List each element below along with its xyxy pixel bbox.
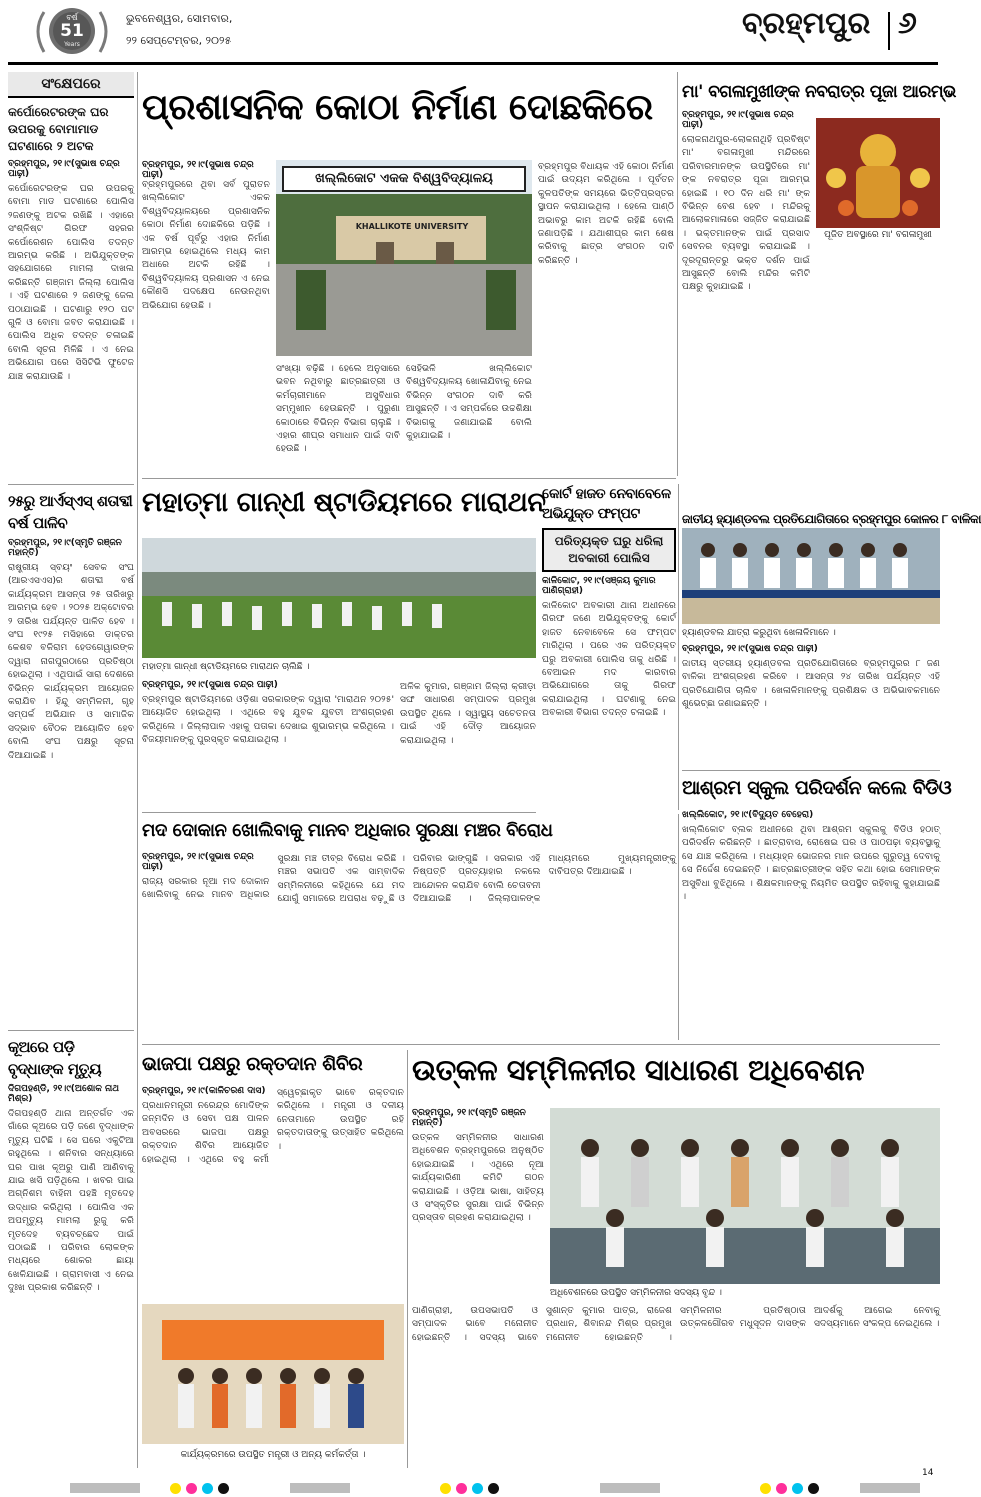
brief-2-headline: ୨୫ରୁ ଆର୍ଏସ୍ଏସ୍ ଶତାବ୍ଦୀ ବର୍ଷ ପାଳିବ — [8, 492, 133, 532]
handball-photo — [682, 528, 940, 624]
page-number: ୬ — [898, 6, 917, 41]
goddess-text — [682, 110, 810, 478]
column-divider-ashram — [678, 814, 679, 1040]
brief-story-1 — [8, 104, 134, 480]
handball-dateline: ବ୍ରହ୍ମପୁର, ୨୧।୯(ସୁଭାଷ ଚନ୍ଦ୍ର ପାଢ଼ୀ) — [682, 644, 818, 654]
marathon-headline: ମହାତ୍ମା ଗାନ୍ଧୀ ଷ୍ଟାଡିୟମରେ ମାରାଥନ — [142, 487, 546, 518]
university-banner: ଖଲ୍ଲିକୋଟ ଏକକ ବିଶ୍ୱବିଦ୍ୟାଳୟ — [282, 166, 526, 192]
marathon-bottom-rule — [142, 812, 536, 813]
blood-caption: କାର୍ଯ୍ୟକ୍ରମରେ ଉପସ୍ଥିତ ମନ୍ତ୍ରୀ ଓ ଅନ୍ୟ କର୍ମକର୍ତ୍ତା । — [180, 1450, 366, 1460]
column-divider-court — [678, 484, 679, 810]
deity-icon — [816, 118, 940, 228]
university-sign: KHALLIKOTE UNIVERSITY — [355, 222, 469, 231]
liquor-dateline: ବ୍ରହ୍ମପୁର, ୨୧।୯(ସୁଭାଷ ଚନ୍ଦ୍ର ପାଢ଼ୀ) — [142, 852, 254, 872]
reg-dot-black — [218, 1483, 229, 1494]
blood-body: ପ୍ରଧାନମନ୍ତ୍ରୀ ନରେନ୍ଦ୍ର ମୋଦିଙ୍କ ଜନ୍ମଦିନ ଓ ସେବା ପକ୍ଷ ପାଳନ ଅବସରରେ ଭାଜପା ପକ୍ଷରୁ ରକ୍ତଦାନ ଶିବିର ଆୟୋଜିତ ହୋଇଥିଲା । ଏଥିରେ ବହୁ କର୍ମୀ ସ୍ୱେଚ୍ଛାକୃତ ଭାବେ ରକ୍ତଦାନ କରିଥିଲେ । ମନ୍ତ୍ରୀ ଓ ଦଳୀୟ ନେତାମାନେ ଉପସ୍ଥିତ ରହି ରକ୍ତଦାତାଙ୍କୁ ଉତ୍ସାହିତ କରିଥିଲେ । — [142, 1087, 404, 1165]
gray-bar — [860, 1483, 920, 1493]
ashram-headline: ଆଶ୍ରମ ସ୍କୁଲ ପରିଦର୍ଶନ କଲେ ବିଡିଓ — [682, 777, 952, 799]
place-day: ଭୁବନେଶ୍ୱର, ସୋମବାର, — [126, 12, 233, 25]
university-photo — [276, 160, 532, 356]
brief-2-dateline: ବ୍ରହ୍ମପୁର, ୨୧।୯(ସ୍ମୃତି ରଞ୍ଜନ ମହାନ୍ତି) — [8, 538, 122, 558]
handball-headline: ଜାତୀୟ ହ୍ୟାଣ୍ଡବଲ ପ୍ରତିଯୋଗିତାରେ ବ୍ରହ୍ମପୁର କୋଳର ୮ ବାଳିକା — [682, 512, 981, 526]
blood-text — [142, 1086, 404, 1296]
ashram-body: ଖଲ୍ଲିକୋଟ ବ୍ଲକ ଅଧୀନରେ ଥିବା ଆଶ୍ରମ ସ୍କୁଲକୁ ବିଡିଓ ହଠାତ୍ ପରିଦର୍ଶନ କରିଛନ୍ତି । ଛାତ୍ରାବାସ, ରୋଷେଇ ଘର ଓ ପାଠପଢ଼ା ବ୍ୟବସ୍ଥାକୁ ସେ ଯାଞ୍ଚ କରିଥିଲେ । ମଧ୍ୟାହ୍ନ ଭୋଜନର ମାନ ଉପରେ ଗୁରୁତ୍ୱ ଦେବାକୁ ସେ ନିର୍ଦ୍ଦେଶ ଦେଇଛନ୍ତି । ଛାତ୍ରଛାତ୍ରୀଙ୍କ ସହିତ କଥା ହୋଇ ସେମାନଙ୍କ ଅସୁବିଧା ବୁଝିଥିଲେ । ଶିକ୍ଷକମାନଙ୍କୁ ନିୟମିତ ଉପସ୍ଥିତ ରହିବାକୁ କୁହାଯାଇଛି । — [682, 824, 940, 903]
lead-body-far: ବ୍ରହ୍ମପୁର ବିଧାୟକ ଏହି କୋଠା ନିର୍ମାଣ ପାଇଁ ଉଦ୍ୟମ କରିଥିଲେ । ପୂର୍ବତନ କୁଳପତିଙ୍କ ସମୟରେ ଭିତ୍ତିପ୍ରସ୍ତର ସ୍ଥାପନ କରାଯାଇଥିଲା । ହେଲେ ପାଣ୍ଠି ଅଭାବରୁ କାମ ଅଟକି ରହିଛି ବୋଲି ଜଣାପଡ଼ିଛି । ଯଥାଶୀଘ୍ର କାମ ଶେଷ କରିବାକୁ ଛାତ୍ର ସଂଗଠନ ଦାବି କରିଛନ୍ତି । — [538, 161, 674, 266]
blood-photo — [142, 1304, 404, 1444]
utkal-caption: ଅଧିବେଶନରେ ଉପସ୍ଥିତ ସମ୍ମିଳନୀର ସଦସ୍ୟ ବୃନ୍ଦ । — [550, 1288, 722, 1298]
brief-2-body: ରାଷ୍ଟ୍ରୀୟ ସ୍ବୟଂ ସେବକ ସଂଘ (ଆରଏସଏସ)ର ଶତାବ୍ଦୀ ବର୍ଷ କାର୍ଯ୍ୟକ୍ରମ ଆସନ୍ତା ୨୫ ତାରିଖରୁ ଆରମ୍ଭ ହେବ । ୨୦୨୫ ଅକ୍ଟୋବର ୨ ତାରିଖ ପର୍ଯ୍ୟନ୍ତ ପାଳିତ ହେବ । ସଂଘ ୧୯୨୫ ମସିହାରେ ଡାକ୍ତର କେଶବ ବଳିରାମ ହେଡଗେୱାରଙ୍କ ଦ୍ୱାରା ନାଗପୁରଠାରେ ପ୍ରତିଷ୍ଠା ହୋଇଥିଲା । ଏଥିପାଇଁ ସାରା ଦେଶରେ ବିଭିନ୍ନ କାର୍ଯ୍ୟକ୍ରମ ଆୟୋଜନ କରାଯିବ । ହିନ୍ଦୁ ସମ୍ମିଳନୀ, ଗୃହ ସମ୍ପର୍କ ଅଭିଯାନ ଓ ସାମାଜିକ ସଦ୍ଭାବ ବୈଠକ ଆୟୋଜିତ ହେବ ବୋଲି ସଂଘ ପକ୍ଷରୁ ସୂଚନା ଦିଆଯାଇଛି । — [8, 562, 134, 761]
brief-3-body: ଦିଗପହଣ୍ଡି ଥାନା ଅନ୍ତର୍ଗତ ଏକ ଗାଁରେ କୂଅରେ ପଡ଼ି ଜଣେ ବୃଦ୍ଧାଙ୍କ ମୃତ୍ୟୁ ଘଟିଛି । ସେ ଘରେ ଏକୁଟିଆ ରହୁଥିଲେ । ଶନିବାର ସନ୍ଧ୍ୟାରେ ଘର ପାଖ କୂଅରୁ ପାଣି ଆଣିବାକୁ ଯାଇ ଖସି ପଡ଼ିଥିଲେ । ଖବର ପାଇ ଅଗ୍ନିଶମ ବାହିନୀ ପହଞ୍ଚି ମୃତଦେହ ଉଦ୍ଧାର କରିଥିଲା । ପୋଲିସ ଏକ ଅପମୃତ୍ୟୁ ମାମଲା ରୁଜୁ କରି ମୃତଦେହ ବ୍ୟବଚ୍ଛେଦ ପାଇଁ ପଠାଇଛି । ପରିବାର ଲୋକଙ୍କ ମଧ୍ୟରେ ଶୋକର ଛାୟା ଖେଳିଯାଇଛି । ଗ୍ରାମବାସୀ ଏ ନେଇ ଦୁଃଖ ପ୍ରକାଶ କରିଛନ୍ତି । — [8, 1108, 134, 1294]
reg-dot-cyan — [792, 1483, 803, 1494]
lead-body-right: ସେହିଭଳି ଖଲ୍ଲିକୋଟ ବିଶ୍ୱବିଦ୍ୟାଳୟ ଖୋଳାଯିବାକୁ ନେଇ ବିଭିନ୍ନ ସଂଗଠନ ଦାବି କରି ଆସୁଛନ୍ତି । ଏ ସମ୍ପର୍କରେ ଉଚ୍ଚଶିକ୍ଷା ବିଭାଗକୁ ଜଣାଯାଇଛି ବୋଲି କୁହାଯାଇଛି । — [406, 363, 532, 442]
reg-dot-magenta — [186, 1483, 197, 1494]
utkal-body: ଉତ୍କଳ ସମ୍ମିଳନୀର ସାଧାରଣ ଅଧିବେଶନ ବ୍ରହ୍ମପୁରରେ ଅନୁଷ୍ଠିତ ହୋଇଯାଇଛି । ଏଥିରେ ନୂଆ କାର୍ଯ୍ୟକାରିଣୀ କମିଟି ଗଠନ କରାଯାଇଛି । ଓଡ଼ିଆ ଭାଷା, ସାହିତ୍ୟ ଓ ସଂସ୍କୃତିର ସୁରକ୍ଷା ପାଇଁ ବିଭିନ୍ନ ପ୍ରସ୍ତାବ ଗ୍ରହଣ କରାଯାଇଥିଲା । — [412, 1132, 544, 1224]
column-divider-mid — [677, 72, 678, 476]
utkal-headline: ଉତ୍କଳ ସମ୍ମିଳନୀର ସାଧାରଣ ଅଧିବେଶନ — [412, 1053, 865, 1087]
reg-dot-magenta — [456, 1483, 467, 1494]
runners-icon — [142, 538, 536, 658]
reg-dot-cyan — [202, 1483, 213, 1494]
reg-dot-yellow — [440, 1483, 451, 1494]
reg-dot-black — [488, 1483, 499, 1494]
court-body: କାଳିକୋଟ ଅବକାରୀ ଥାନା ଅଧୀନରେ ଗିରଫ ଜଣେ ଅଭିଯୁକ୍ତଙ୍କୁ କୋର୍ଟ ହାଜତ ନେବାବେଳେ ସେ ଫମ୍ପଟ ମାରିଥିଲା । ପରେ ଏକ ପରିତ୍ୟକ୍ତ ଘରୁ ଅବକାରୀ ପୋଲିସ ତାକୁ ଧରିଛି । ବେଆଇନ ମଦ କାରବାର ଅଭିଯୋଗରେ ତାକୁ ଗିରଫ କରାଯାଇଥିଲା । ଘଟଣାକୁ ନେଇ ଅବକାରୀ ବିଭାଗ ତଦନ୍ତ ଚଳାଇଛି । — [542, 600, 676, 719]
marathon-caption: ମହାତ୍ମା ଗାନ୍ଧୀ ଷ୍ଟାଡିୟମରେ ମାରାଥନ ଚାଲିଛି । — [142, 662, 310, 672]
reg-dot-black — [808, 1483, 819, 1494]
utkal-dateline: ବ୍ରହ୍ମପୁର, ୨୧।୯(ସ୍ମୃତି ରଞ୍ଜନ ମହାନ୍ତି) — [412, 1108, 526, 1128]
utkal-photo — [550, 1108, 940, 1284]
badge-bottom: Years — [64, 41, 80, 48]
dignitaries-icon — [142, 1304, 404, 1444]
brief-3-dateline: ଦିଗପହଣ୍ଡି, ୨୧।୯(ଅଶୋକ ନାଥ ମିଶ୍ର) — [8, 1084, 120, 1104]
goddess-dateline: ବ୍ରହ୍ମପୁର, ୨୧।୯(ସୁଭାଷ ଚନ୍ଦ୍ର ପାଢ଼ୀ) — [682, 110, 794, 130]
brief-label — [8, 72, 134, 98]
handball-text — [682, 644, 940, 766]
team-icon — [682, 528, 940, 624]
brief-divider-1 — [8, 484, 134, 485]
marathon-dateline: ବ୍ରହ୍ମପୁର, ୨୧।୯(ସୁଭାଷ ଚନ୍ଦ୍ର ପାଢ଼ୀ) — [142, 680, 278, 690]
reg-dot-yellow — [170, 1483, 181, 1494]
marathon-text — [142, 680, 394, 808]
goddess-caption: ପୂଜିତ ଅବସ୍ଥାରେ ମା' ବଗଳାମୁଖୀ — [824, 230, 932, 240]
handball-body: ଜାତୀୟ ସ୍ତରୀୟ ହ୍ୟାଣ୍ଡବଲ ପ୍ରତିଯୋଗିତାରେ ବ୍ରହ୍ମପୁରର ୮ ଜଣ ବାଳିକା ଅଂଶଗ୍ରହଣ କରିବେ । ଆସନ୍ତା ୨୪ ତାରିଖ ପର୍ଯ୍ୟନ୍ତ ଏହି ପ୍ରତିଯୋଗିତା ଚାଲିବ । ଖେଳାଳିମାନଙ୍କୁ ପ୍ରଶିକ୍ଷକ ଓ ଅଭିଭାବକମାନେ ଶୁଭେଚ୍ଛା ଜଣାଇଛନ୍ତି । — [682, 658, 940, 710]
utkal-body-2: ପାଣିଗ୍ରାହୀ, ଉପସଭାପତି ଓ ସମ୍ପାଦକ ଭାବେ ମନୋନୀତ ହୋଇଛନ୍ତି । ସଦସ୍ୟ ଭାବେ ସୁଶାନ୍ତ କୁମାର ପାତ୍ର, ରାଜେଶ ପ୍ରଧାନ, ଶିବାନନ୍ଦ ମିଶ୍ର ପ୍ରମୁଖ ମନୋନୀତ ହୋଇଛନ୍ତି । ସମ୍ମିଳନୀର ପ୍ରତିଷ୍ଠାତା ଉତ୍କଳଗୌରବ ମଧୁସୂଦନ ଦାସଙ୍କ ଆଦର୍ଶକୁ ଆଗେଇ ନେବାକୁ ସଦସ୍ୟମାନେ ସଂକଳ୍ପ ନେଇଥିଲେ । — [412, 1305, 940, 1343]
brief-story-2 — [8, 490, 134, 1026]
registration-strip — [0, 1480, 945, 1497]
column-divider-left — [137, 72, 138, 1468]
ashram-dateline: ଖଲ୍ଲିକୋଟ, ୨୧।୯(ବିଦ୍ୟୁତ ବେହେରା) — [682, 810, 814, 820]
court-dateline: କାଳିକୋଟ, ୨୧।୯(ସଞ୍ଜୟ କୁମାର ପାଣିଗ୍ରାହୀ) — [542, 576, 656, 596]
gray-bar — [290, 1483, 350, 1493]
utkal-text — [412, 1108, 544, 1286]
lead-dateline-wrap — [142, 160, 272, 180]
mid-bottom-rule — [142, 1044, 940, 1045]
brief-story-3 — [8, 1036, 134, 1466]
brief-1-headline: କର୍ପୋରେଟରଙ୍କ ଘର ଉପରକୁ ବୋମାମାଡ ଘଟଣାରେ ୨ ଅଟକ — [8, 105, 109, 153]
liquor-body: ରାଜ୍ୟ ସରକାର ନୂଆ ମଦ ଦୋକାନ ଖୋଲିବାକୁ ନେଇ ମାନବ ଅଧିକାର ସୁରକ୍ଷା ମଞ୍ଚ ତୀବ୍ର ବିରୋଧ କରିଛି । ମଞ୍ଚର ସଭାପତି ଏକ ସାମ୍ବାଦିକ ସମ୍ମିଳନୀରେ କହିଥିଲେ ଯେ ମଦ ଯୋଗୁଁ ସମାଜରେ ଅପରାଧ ବଢ଼ୁଛି ଓ ପରିବାର ଭାଙ୍ଗୁଛି । ସରକାର ଏହି ନିଷ୍ପତ୍ତି ପ୍ରତ୍ୟାହାର ନକଲେ ଆନ୍ଦୋଳନ କରାଯିବ ବୋଲି ଚେତାବନୀ ଦିଆଯାଇଛି । ଜିଲ୍ଲାପାଳଙ୍କ ମାଧ୍ୟମରେ ମୁଖ୍ୟମନ୍ତ୍ରୀଙ୍କୁ ଦାବିପତ୍ର ଦିଆଯାଇଛି । — [142, 853, 676, 905]
blood-dateline: ବ୍ରହ୍ମପୁର, ୨୧।୯(କାଳିଚରଣ ଦାସ) — [142, 1086, 266, 1096]
lead-body-mid: ସଂଖ୍ୟା ବଢ଼ିଛି । ହେଲେ ଅନୁସାରେ ଭବନ ନଥିବାରୁ ଛାତ୍ରଛାତ୍ରୀ ଓ କର୍ମଚାରୀମାନେ ଅସୁବିଧାର ସମ୍ମୁଖୀନ ହେଉଛନ୍ତି । ପୁରୁଣା କୋଠାରେ ବିଭିନ୍ନ ବିଭାଗ ଚାଲୁଛି । ଏହାର ଶୀଘ୍ର ସମାଧାନ ପାଇଁ ଦାବି ହେଉଛି । — [276, 363, 400, 455]
marathon-photo — [142, 538, 536, 658]
handball-caption: ହ୍ୟାଣ୍ଡବଲ ଯାତ୍ରା କରୁଥିବା ଖେଳାଳିମାନେ । — [682, 628, 836, 638]
utkal-text-2 — [412, 1304, 940, 1466]
badge-top: ବର୍ଷ — [66, 13, 78, 22]
badge-number: 51 — [60, 21, 84, 41]
brief-3-headline: କୂଅରେ ପଡ଼ି ବୃଦ୍ଧାଙ୍କ ମୃତ୍ୟୁ — [8, 1038, 102, 1078]
page-code: 14 — [922, 1468, 934, 1478]
column-divider-blood — [407, 1050, 408, 1468]
goddess-photo — [816, 118, 940, 228]
court-story — [542, 484, 676, 810]
brief-label-text: ସଂକ୍ଷେପରେ — [41, 76, 101, 92]
gray-bar — [600, 1483, 660, 1493]
brief-divider-2 — [8, 1030, 134, 1031]
reg-dot-magenta — [776, 1483, 787, 1494]
court-headline: କୋର୍ଟ ହାଜତ ନେବାବେଳେ ଅଭିଯୁକ୍ତ ଫମ୍ପଟ — [542, 486, 671, 522]
marathon-body: ବ୍ରହ୍ମପୁର ଷ୍ଟାଡିୟମରେ ଓଡ଼ିଶା ସରକାରଙ୍କ ଦ୍ୱାରା 'ମାରାଥନ ୨୦୨୫' ଆୟୋଜିତ ହୋଇଥିଲା । ଏଥିରେ ବହୁ ଯୁବକ ଯୁବତୀ ଅଂଶଗ୍ରହଣ କରିଥିଲେ । ଜିଲ୍ଲାପାଳ ଏହାକୁ ପତାକା ଦେଖାଇ ଶୁଭାରମ୍ଭ କରିଥିଲେ । ବିଜୟୀମାନଙ୍କୁ ପୁରସ୍କୃତ କରାଯାଇଥିଲା । — [142, 694, 394, 746]
reg-dot-cyan — [472, 1483, 483, 1494]
handball-bottom-rule — [682, 770, 940, 771]
brief-1-body: କର୍ପୋରେଟରଙ୍କ ଘର ଉପରକୁ ବୋମା ମାଡ ଘଟଣାରେ ପୋଲିସ ୨ଜଣଙ୍କୁ ଅଟକ ରଖିଛି । ଏହାରେ ସଂଶ୍ଳିଷ୍ଟ ଗିରଫ ସହରର କର୍ପୋରେଶନ ପୋଲିସ ତଦନ୍ତ ଆରମ୍ଭ କରିଛି । ଅଭିଯୁକ୍ତଙ୍କ ସହଯୋଗରେ ମାମଲା ଦାଖଲ କରିଛନ୍ତି ଗଞ୍ଜାମ ଜିଲ୍ଲା ପୋଲିସ । ଏହି ଘଟଣାରେ ୨ ଜଣଙ୍କୁ ଜେଲ ପଠାଯାଇଛି । ଘଟଣାରୁ ୧୨୦ ପଟ ଗୁଳି ଓ ବୋମା ଜବତ କରାଯାଇଛି । ପୋଲିସ ଅଧିକ ତଦନ୍ତ ଚଳାଇଛି ବୋଲି ସୂଚନା ମିଳିଛି । ଏ ନେଇ ଅଭିଯୋଗ ପରେ ସିସିଟିଭି ଫୁଟେଜ ଯାଞ୍ଚ କରାଯାଉଛି । — [8, 183, 134, 382]
lead-bottom-rule — [142, 478, 676, 479]
masthead-divider — [888, 12, 890, 50]
court-kicker: ପରିତ୍ୟକ୍ତ ଘରୁ ଧରିଲା ଅବକାରୀ ପୋଲିସ — [542, 528, 676, 572]
edition-name: ବ୍ରହ୍ମପୁର — [742, 6, 871, 41]
brief-1-dateline: ବ୍ରହ୍ମପୁର, ୨୧।୯(ସୁଭାଷ ଚନ୍ଦ୍ର ପାଢ଼ୀ) — [8, 159, 120, 179]
liquor-headline: ମଦ ଦୋକାନ ଖୋଲିବାକୁ ମାନବ ଅଧିକାର ସୁରକ୍ଷା ମଞ୍ଚର ବିରୋଧ — [142, 820, 553, 841]
ashram-text — [682, 810, 940, 1040]
blood-headline: ଭାଜପା ପକ୍ଷରୁ ରକ୍ତଦାନ ଶିବିର — [142, 1053, 363, 1075]
masthead — [0, 0, 945, 60]
masthead-rule — [8, 62, 938, 65]
goddess-headline: ମା' ବଗଳାମୁଖୀଙ୍କ ନବରାତ୍ର ପୂଜା ଆରମ୍ଭ — [682, 82, 956, 102]
reg-dot-yellow — [760, 1483, 771, 1494]
lead-body-left: ବ୍ରହ୍ମପୁରରେ ଥିବା ସର୍ବ ପୁରାତନ ଖଲ୍ଲିକୋଟ ଏକକ ବିଶ୍ୱବିଦ୍ୟାଳୟରେ ପ୍ରଶାସନିକ କୋଠା ନିର୍ମାଣ ଦୋଛକିରେ ପଡ଼ିଛି । ଏକ ବର୍ଷ ପୂର୍ବରୁ ଏହାର ନିର୍ମାଣ ଆରମ୍ଭ ହୋଇଥିଲେ ମଧ୍ୟ କାମ ଅଧାରେ ଅଟକି ରହିଛି । ବିଶ୍ୱବିଦ୍ୟାଳୟ ପ୍ରଶାସନ ଏ ନେଇ କୌଣସି ପଦକ୍ଷେପ ନେଉନଥିବା ଅଭିଯୋଗ ହେଉଛି । — [142, 179, 270, 311]
assembly-group-icon — [550, 1108, 940, 1284]
lead-dateline: ବ୍ରହ୍ମପୁର, ୨୧।୯(ସୁଭାଷ ଚନ୍ଦ୍ର ପାଢ଼ୀ) — [142, 160, 254, 180]
gray-bar — [70, 1483, 140, 1493]
lead-headline: ପ୍ରଶାସନିକ କୋଠା ନିର୍ମାଣ ଦୋଛକିରେ — [142, 87, 653, 128]
goddess-body: ଲୋକନାଥପୁର-ଲୋକନାଥିହି ପ୍ରବିଷ୍ଟ ମା' ବଗଳାମୁଖୀ ମନ୍ଦିରରେ ପରିବାରମାନଙ୍କ ଉପସ୍ଥିତିରେ ମା' ଙ୍କ ନବରାତ୍ର ପୂଜା ଆରମ୍ଭ ହୋଇଛି । ୧୦ ଦିନ ଧରି ମା' ଙ୍କ ବିଭିନ୍ନ ବେଶ ହେବ । ମନ୍ଦିରକୁ ଆଲୋକମାଳାରେ ସଜ୍ଜିତ କରାଯାଇଛି । ଭକ୍ତମାନଙ୍କ ପାଇଁ ପ୍ରସାଦ ସେବନର ବ୍ୟବସ୍ଥା କରାଯାଇଛି । ଦୂରଦୂରାନ୍ତରୁ ଭକ୍ତ ଦର୍ଶନ ପାଇଁ ଆସୁଛନ୍ତି ବୋଲି ମନ୍ଦିର କମିଟି ପକ୍ଷରୁ କୁହାଯାଇଛି । — [682, 134, 810, 293]
marathon-text-right: ଅଳିକ କୁମାର, ଗଞ୍ଜାମ ଜିଲ୍ଲା କ୍ରୀଡ଼ା ସଙ୍ଘ ସାଧାରଣ ସମ୍ପାଦକ ପ୍ରମୁଖ ଉପସ୍ଥିତ ଥିଲେ । ସ୍ୱାସ୍ଥ୍ୟ ସଚେତନତା ପାଇଁ ଏହି ଦୌଡ଼ ଆୟୋଜନ କରାଯାଇଥିଲା । — [400, 681, 536, 746]
liquor-text — [142, 852, 676, 1040]
issue-date: ୨୨ ସେପ୍ଟେମ୍ବର, ୨୦୨୫ — [126, 34, 232, 47]
anniversary-badge — [30, 4, 114, 58]
